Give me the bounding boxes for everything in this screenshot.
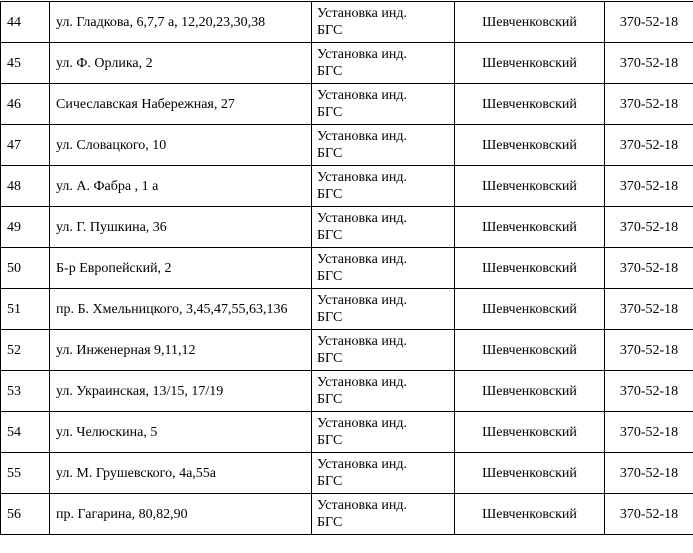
row-service <box>312 2 455 43</box>
row-district: Шевченковский <box>455 494 605 535</box>
row-district: Шевченковский <box>455 371 605 412</box>
row-district: Шевченковский <box>455 289 605 330</box>
row-number: 52 <box>1 330 50 371</box>
row-service-line1: Установка инд. <box>317 210 448 227</box>
row-number: 55 <box>1 453 50 494</box>
row-address: ул. Ф. Орлика, 2 <box>50 43 312 84</box>
row-service-line1: Установка инд. <box>317 292 448 309</box>
row-service <box>312 248 455 289</box>
row-number: 56 <box>1 494 50 535</box>
row-phone: 370-52-18 <box>605 43 693 84</box>
row-number: 50 <box>1 248 50 289</box>
row-address: ул. М. Грушевского, 4а,55а <box>50 453 312 494</box>
table-row <box>1 207 693 248</box>
row-district: Шевченковский <box>455 412 605 453</box>
table-row <box>1 84 693 125</box>
row-address: ул. Инженерная 9,11,12 <box>50 330 312 371</box>
row-service-line2: БГС <box>317 432 448 449</box>
row-number: 45 <box>1 43 50 84</box>
row-address: пр. Б. Хмельницкого, 3,45,47,55,63,136 <box>50 289 312 330</box>
row-service-line2: БГС <box>317 350 448 367</box>
row-number: 54 <box>1 412 50 453</box>
row-address: ул. Гладкова, 6,7,7 а, 12,20,23,30,38 <box>50 2 312 43</box>
row-address: ул. Словацкого, 10 <box>50 125 312 166</box>
row-district: Шевченковский <box>455 248 605 289</box>
row-address: пр. Гагарина, 80,82,90 <box>50 494 312 535</box>
table-row <box>1 125 693 166</box>
row-phone: 370-52-18 <box>605 84 693 125</box>
row-address: Сичеславская Набережная, 27 <box>50 84 312 125</box>
row-service-line2: БГС <box>317 145 448 162</box>
row-phone: 370-52-18 <box>605 2 693 43</box>
row-service <box>312 125 455 166</box>
row-service-line2: БГС <box>317 268 448 285</box>
row-service-line1: Установка инд. <box>317 169 448 186</box>
row-number: 53 <box>1 371 50 412</box>
table-row <box>1 412 693 453</box>
row-phone: 370-52-18 <box>605 371 693 412</box>
row-phone: 370-52-18 <box>605 289 693 330</box>
row-service-line1: Установка инд. <box>317 415 448 432</box>
table-row <box>1 166 693 207</box>
row-address: ул. Г. Пушкина, 36 <box>50 207 312 248</box>
row-service-line2: БГС <box>317 473 448 490</box>
row-service-line1: Установка инд. <box>317 456 448 473</box>
table-row <box>1 43 693 84</box>
row-district: Шевченковский <box>455 2 605 43</box>
row-service <box>312 371 455 412</box>
row-service-line1: Установка инд. <box>317 333 448 350</box>
row-district: Шевченковский <box>455 43 605 84</box>
row-district: Шевченковский <box>455 207 605 248</box>
row-district: Шевченковский <box>455 84 605 125</box>
row-phone: 370-52-18 <box>605 330 693 371</box>
table-row <box>1 289 693 330</box>
table-row <box>1 371 693 412</box>
table-body <box>1 2 693 535</box>
row-number: 47 <box>1 125 50 166</box>
row-phone: 370-52-18 <box>605 412 693 453</box>
row-phone: 370-52-18 <box>605 166 693 207</box>
table-row <box>1 330 693 371</box>
row-service <box>312 84 455 125</box>
row-service-line1: Установка инд. <box>317 128 448 145</box>
row-service <box>312 330 455 371</box>
table-row <box>1 2 693 43</box>
row-phone: 370-52-18 <box>605 207 693 248</box>
row-service-line2: БГС <box>317 391 448 408</box>
address-table <box>0 1 693 535</box>
row-service <box>312 289 455 330</box>
row-service <box>312 166 455 207</box>
row-service-line1: Установка инд. <box>317 87 448 104</box>
row-address: ул. Украинская, 13/15, 17/19 <box>50 371 312 412</box>
row-service-line2: БГС <box>317 63 448 80</box>
row-service <box>312 494 455 535</box>
row-service-line2: БГС <box>317 514 448 531</box>
row-number: 49 <box>1 207 50 248</box>
row-service <box>312 207 455 248</box>
row-number: 48 <box>1 166 50 207</box>
row-service <box>312 43 455 84</box>
row-service-line1: Установка инд. <box>317 5 448 22</box>
row-number: 51 <box>1 289 50 330</box>
row-service-line1: Установка инд. <box>317 497 448 514</box>
row-phone: 370-52-18 <box>605 248 693 289</box>
row-number: 46 <box>1 84 50 125</box>
row-district: Шевченковский <box>455 166 605 207</box>
row-service-line2: БГС <box>317 227 448 244</box>
row-phone: 370-52-18 <box>605 125 693 166</box>
row-address: ул. А. Фабра , 1 а <box>50 166 312 207</box>
row-service-line1: Установка инд. <box>317 46 448 63</box>
row-service-line1: Установка инд. <box>317 374 448 391</box>
row-service-line2: БГС <box>317 186 448 203</box>
row-district: Шевченковский <box>455 330 605 371</box>
table-row <box>1 453 693 494</box>
row-service-line2: БГС <box>317 309 448 326</box>
row-service-line2: БГС <box>317 22 448 39</box>
row-service-line1: Установка инд. <box>317 251 448 268</box>
row-phone: 370-52-18 <box>605 494 693 535</box>
row-service-line2: БГС <box>317 104 448 121</box>
row-district: Шевченковский <box>455 125 605 166</box>
row-district: Шевченковский <box>455 453 605 494</box>
table-row <box>1 248 693 289</box>
table-row <box>1 494 693 535</box>
row-service <box>312 412 455 453</box>
row-number: 44 <box>1 2 50 43</box>
row-address: ул. Челюскина, 5 <box>50 412 312 453</box>
row-address: Б-р Европейский, 2 <box>50 248 312 289</box>
row-phone: 370-52-18 <box>605 453 693 494</box>
row-service <box>312 453 455 494</box>
